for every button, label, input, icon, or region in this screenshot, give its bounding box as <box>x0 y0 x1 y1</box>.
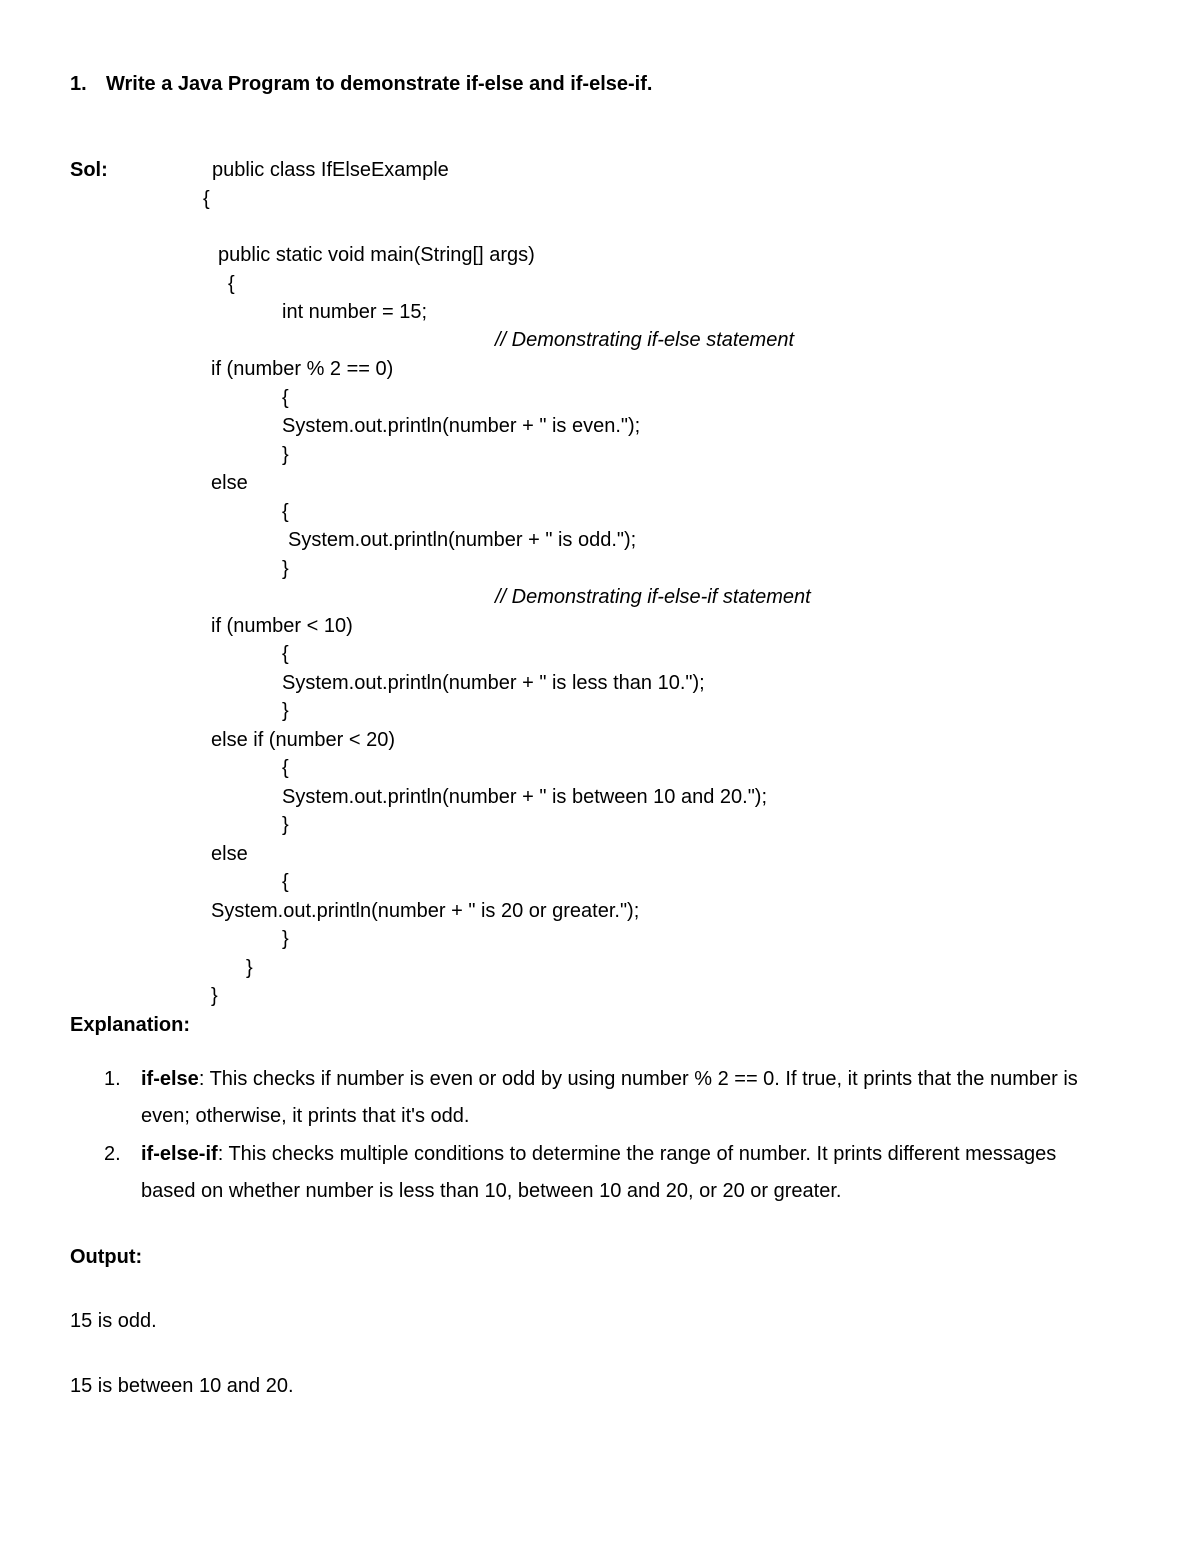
code-line: } <box>282 444 289 466</box>
list-item-term: if-else-if <box>141 1143 218 1165</box>
code-line: } <box>246 957 253 979</box>
code-line: { <box>282 643 289 665</box>
list-item-number: 1. <box>104 1068 121 1090</box>
code-line: { <box>282 501 289 523</box>
question-number: 1. <box>70 73 87 95</box>
code-line: } <box>282 700 289 722</box>
code-line: System.out.println(number + " is even."); <box>282 415 641 437</box>
question-title: Write a Java Program to demonstrate if-else and if-else-if. <box>106 73 653 95</box>
output-line: 15 is odd. <box>70 1310 157 1332</box>
code-line: } <box>211 985 218 1007</box>
code-line: else <box>211 843 248 865</box>
code-line: int number = 15; <box>282 301 428 323</box>
code-line: } <box>282 558 289 580</box>
list-item-description: : This checks if number is even or odd by using number % 2 == 0. If true, it prints that the number is even; otherwise, it prints that it's odd. <box>141 1068 1078 1127</box>
code-line: public static void main(String[] args) <box>218 244 535 266</box>
code-line: if (number < 10) <box>211 615 353 637</box>
list-item-term: if-else <box>141 1068 199 1090</box>
code-line: } <box>282 814 289 836</box>
code-line: System.out.println(number + " is 20 or greater."); <box>211 900 640 922</box>
code-line: { <box>282 871 289 893</box>
list-item-text <box>141 1136 1081 1210</box>
code-line: public class IfElseExample <box>212 159 449 181</box>
code-line: System.out.println(number + " is odd."); <box>288 529 637 551</box>
output-line: 15 is between 10 and 20. <box>70 1375 294 1397</box>
code-line: else <box>211 472 248 494</box>
code-line: { <box>203 188 210 210</box>
code-line: { <box>282 757 289 779</box>
code-line: System.out.println(number + " is less than 10."); <box>282 672 705 694</box>
list-item-description: : This checks multiple conditions to determine the range of number. It prints different messages based on whether number is less than 10, between 10 and 20, or 20 or greater. <box>141 1143 1057 1202</box>
code-line: { <box>228 273 235 295</box>
sol-label: Sol: <box>70 159 108 181</box>
code-line: if (number % 2 == 0) <box>211 358 394 380</box>
code-comment: // Demonstrating if-else-if statement <box>495 586 811 608</box>
output-label: Output: <box>70 1246 143 1268</box>
code-line: System.out.println(number + " is between 10 and 20."); <box>282 786 768 808</box>
code-comment: // Demonstrating if-else statement <box>495 329 795 351</box>
explanation-label: Explanation: <box>70 1014 191 1036</box>
list-item-number: 2. <box>104 1143 121 1165</box>
code-line: { <box>282 387 289 409</box>
list-item-text <box>141 1061 1081 1135</box>
code-line: } <box>282 928 289 950</box>
code-line: else if (number < 20) <box>211 729 395 751</box>
